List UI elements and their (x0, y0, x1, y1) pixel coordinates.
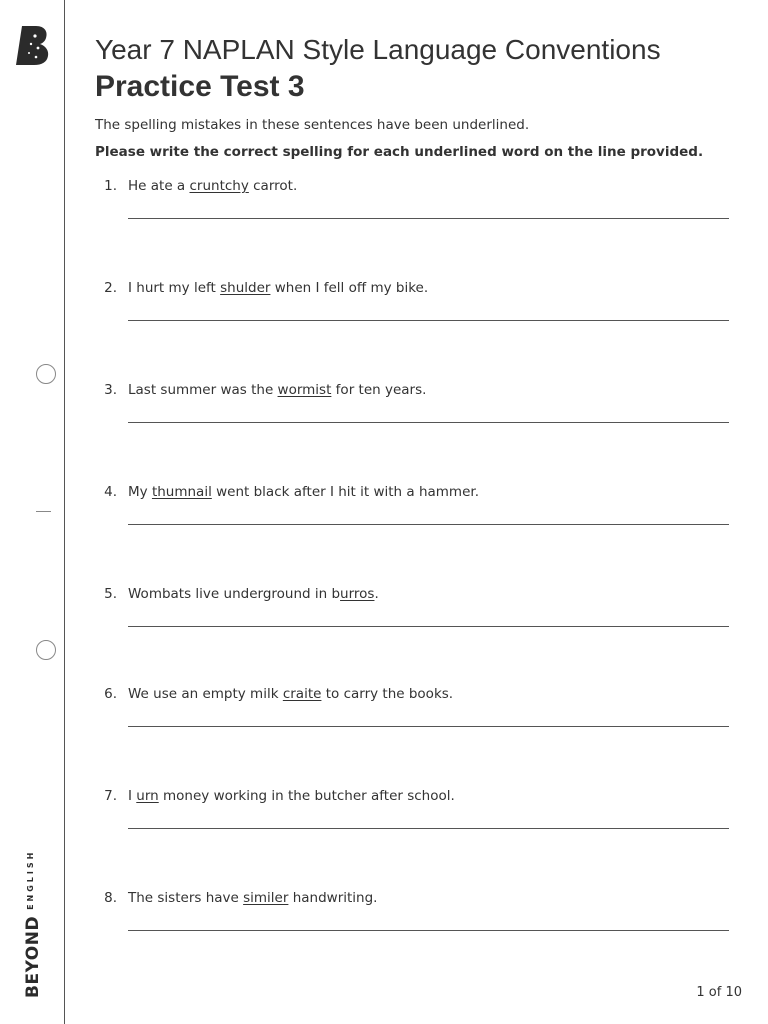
question-text: I hurt my left shulder when I fell off my bike. (128, 280, 429, 296)
binder-hole-icon (36, 364, 56, 384)
answer-line[interactable] (128, 626, 729, 627)
margin-rule (64, 0, 65, 1024)
answer-line[interactable] (128, 218, 729, 219)
question-text: We use an empty milk craite to carry the books. (128, 686, 454, 702)
page-number: 1 of 10 (696, 985, 742, 1000)
misspelled-word: urros (340, 586, 375, 602)
answer-line[interactable] (128, 828, 729, 829)
answer-line[interactable] (128, 930, 729, 931)
question-8 (95, 890, 735, 980)
answer-line[interactable] (128, 524, 729, 525)
question-number: 5. (104, 586, 117, 602)
question-4 (95, 484, 735, 574)
misspelled-word: craite (282, 686, 322, 702)
question-number: 3. (104, 382, 117, 398)
misspelled-word: urn (136, 788, 159, 804)
question-number: 7. (104, 788, 117, 804)
question-text: I urn money working in the butcher after school. (128, 788, 455, 804)
question-2 (95, 280, 735, 370)
question-6 (95, 686, 735, 776)
intro-text: The spelling mistakes in these sentences have been underlined. (95, 117, 530, 133)
question-5 (95, 586, 735, 676)
misspelled-word: cruntchy (189, 178, 249, 194)
brand-word-beyond: BEYOND (23, 915, 43, 998)
answer-line[interactable] (128, 422, 729, 423)
question-text: He ate a cruntchy carrot. (128, 178, 298, 194)
page-title: Year 7 NAPLAN Style Language Conventions (95, 34, 661, 65)
binder-hole-icon (36, 640, 56, 660)
question-text: My thumnail went black after I hit it with a hammer. (128, 484, 479, 500)
answer-line[interactable] (128, 320, 729, 321)
question-1 (95, 178, 735, 268)
question-text: Last summer was the wormist for ten years. (128, 382, 427, 398)
question-number: 2. (104, 280, 117, 296)
answer-line[interactable] (128, 726, 729, 727)
question-3 (95, 382, 735, 472)
question-number: 8. (104, 890, 117, 906)
misspelled-word: wormist (277, 382, 332, 398)
question-number: 1. (104, 178, 117, 194)
brand-wordmark (23, 850, 43, 998)
misspelled-word: similer (243, 890, 289, 906)
beyond-logo-icon (14, 24, 52, 66)
question-7 (95, 788, 735, 878)
misspelled-word: thumnail (151, 484, 212, 500)
misspelled-word: shulder (220, 280, 271, 296)
fold-mark (36, 511, 51, 512)
question-number: 6. (104, 686, 117, 702)
brand-word-english: ENGLISH (26, 849, 35, 910)
question-text: The sisters have similer handwriting. (128, 890, 378, 906)
question-text: Wombats live underground in burros. (128, 586, 379, 602)
instruction-text: Please write the correct spelling for each underlined word on the line provided. (95, 144, 704, 160)
question-number: 4. (104, 484, 117, 500)
page-subtitle: Practice Test 3 (95, 70, 305, 103)
